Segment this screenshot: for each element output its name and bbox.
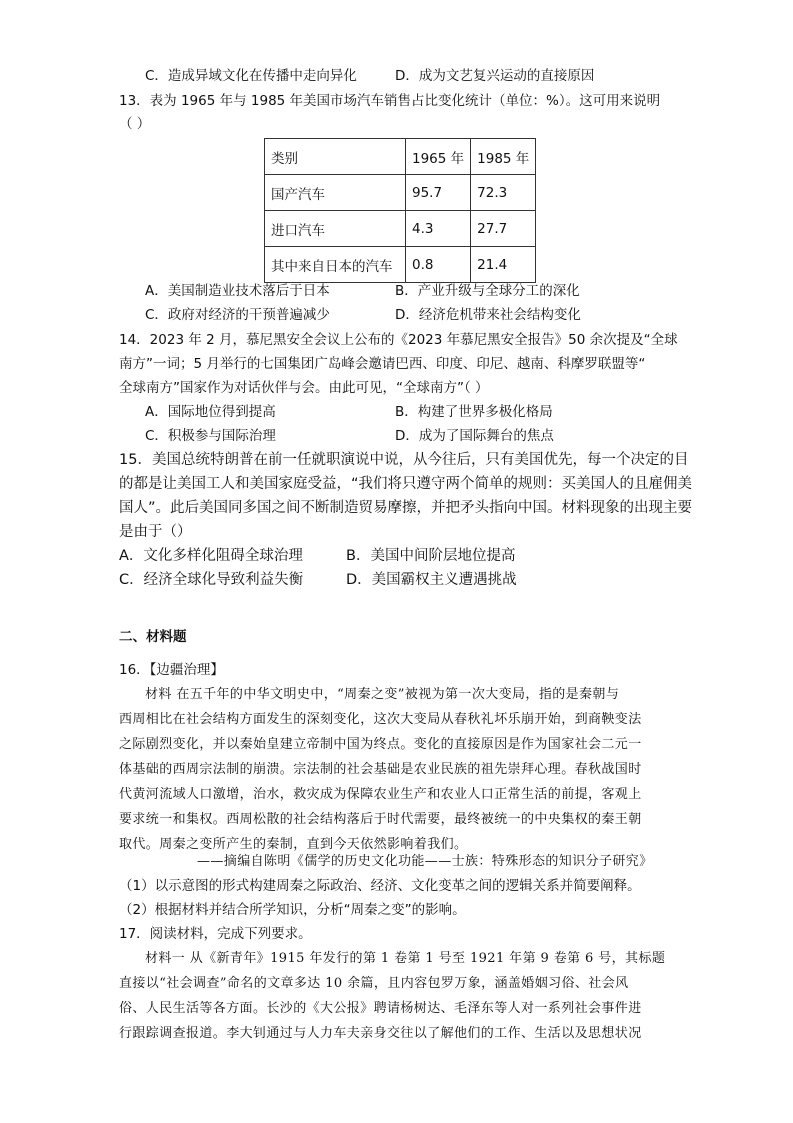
section-title: 二、材料题 [119, 629, 187, 645]
table-cell: 4.3 [406, 211, 471, 247]
q14-option-d: D．成为了国际舞台的焦点 [395, 428, 554, 444]
table-row [265, 211, 536, 247]
q14-stem-line: 14．2023 年 2 月，慕尼黑安全会议上公布的《2023 年慕尼黑安全报告》50 余次提及“全球 [119, 332, 678, 348]
table-header-row [265, 139, 536, 175]
q15-stem-line: 15．美国总统特朗普在前一任就职演说中说，从今往后，只有美国优先，每一个决定的目 [119, 452, 689, 468]
q16-material-line: 材料 在五千年的中华文明史中，“周秦之变”被视为第一次大变局，指的是秦朝与 [145, 687, 620, 702]
q13-option-a: A．美国制造业技术落后于日本 [145, 283, 330, 299]
table-cell: 其中来自日本的汽车 [265, 247, 406, 283]
q16-question-2: （2）根据材料并结合所学知识，分析“周秦之变”的影响。 [119, 902, 466, 918]
q13-stats-table [264, 138, 536, 283]
q17-material-line: 材料一 从《新青年》1915 年发行的第 1 卷第 1 号至 1921 年第 9 卷第 6 号，其标题 [145, 951, 666, 966]
table-header-cell: 类别 [265, 139, 406, 175]
table-header-cell: 1985 年 [471, 139, 536, 175]
table-cell: 国产汽车 [265, 175, 406, 211]
table-cell: 0.8 [406, 247, 471, 283]
q16-material-line: 要求统一和集权。西周松散的社会结构落后于时代需要，最终被统一的中央集权的秦王朝 [119, 812, 642, 827]
q15-stem-line: 国人”。此后美国同多国之间不断制造贸易摩擦，并把矛头指向中国。材料现象的出现主要 [119, 500, 693, 516]
q16-source: ——摘编自陈明《儒学的历史文化功能——士族：特殊形态的知识分子研究》 [197, 854, 653, 869]
q16-material-line: 体基础的西周宗法制的崩溃。宗法制的社会基础是农业民族的祖先崇拜心理。春秋战国时 [119, 762, 642, 777]
table-row [265, 247, 536, 283]
q16-material-line: 之际剧烈变化，并以秦始皇建立帝制中国为终点。变化的直接原因是作为国家社会二元一 [119, 737, 642, 752]
q13-option-d: D．经济危机带来社会结构变化 [395, 307, 581, 323]
q16-material-line: 西周相比在社会结构方面发生的深刻变化，这次大变局从春秋礼坏乐崩开始，到商鞅变法 [119, 712, 642, 727]
q17-material-line: 行跟踪调查报道。李大钊通过与人力车夫亲身交往以了解他们的工作、生活以及思想状况 [119, 1026, 642, 1041]
q14-stem-line: 全球南方”国家作为对话伙伴与会。由此可见，“全球南方”（ ） [119, 380, 489, 396]
table-header-cell: 1965 年 [406, 139, 471, 175]
q15-stem-line: 的都是让美国工人和美国家庭受益，“我们将只遵守两个简单的规则：买美国人的且雇佣美 [119, 476, 693, 492]
q14-option-b: B．构建了世界多极化格局 [395, 404, 553, 420]
table-row [265, 175, 536, 211]
q14-option-c: C．积极参与国际治理 [145, 428, 276, 444]
q13-option-b: B．产业升级与全球分工的深化 [395, 283, 580, 299]
q15-option-b: B．美国中间阶层地位提高 [346, 548, 516, 564]
table-cell: 进口汽车 [265, 211, 406, 247]
table-cell: 95.7 [406, 175, 471, 211]
q17-heading: 17．阅读材料，完成下列要求。 [119, 926, 312, 942]
table-cell: 72.3 [471, 175, 536, 211]
q17-material-line: 直接以“社会调查”命名的文章多达 10 余篇，且内容包罗万象，涵盖婚姻习俗、社会风 [119, 976, 629, 991]
q16-material-line: 代黄河流域人口激增，治水，救灾成为保障农业生产和农业人口正常生活的前提，客观上 [119, 787, 642, 802]
q12-option-d: D．成为文艺复兴运动的直接原因 [395, 68, 595, 84]
q13-paren: （ ） [119, 116, 151, 132]
q16-question-1: （1）以示意图的形式构建周秦之际政治、经济、文化变革之间的逻辑关系并简要阐释。 [119, 878, 641, 894]
q12-option-c: C．造成异域文化在传播中走向异化 [145, 68, 357, 84]
q13-option-c: C．政府对经济的干预普遍减少 [145, 307, 330, 323]
table-cell: 21.4 [471, 247, 536, 283]
q15-option-a: A．文化多样化阻碍全球治理 [119, 548, 303, 564]
q15-stem-line: 是由于（） [119, 524, 192, 540]
q14-stem-line: 南方”一词；5 月举行的七国集团广岛峰会邀请巴西、印度、印尼、越南、科摩罗联盟等“ [119, 356, 646, 372]
q16-heading: 16．【边疆治理】 [119, 662, 224, 678]
q16-material-line: 取代。周秦之变所产生的秦制，直到今天依然影响着我们。 [119, 837, 468, 852]
q14-option-a: A．国际地位得到提高 [145, 404, 276, 420]
table-cell: 27.7 [471, 211, 536, 247]
q17-material-line: 俗、人民生活等各方面。长沙的《大公报》聘请杨树达、毛泽东等人对一系列社会事件进 [119, 1001, 642, 1016]
q13-stem: 13．表为 1965 年与 1985 年美国市场汽车销售占比变化统计（单位：%）。这可用来说明 [119, 93, 661, 109]
q15-option-d: D．美国霸权主义遭遇挑战 [346, 572, 517, 588]
q15-option-c: C．经济全球化导致利益失衡 [119, 572, 304, 588]
